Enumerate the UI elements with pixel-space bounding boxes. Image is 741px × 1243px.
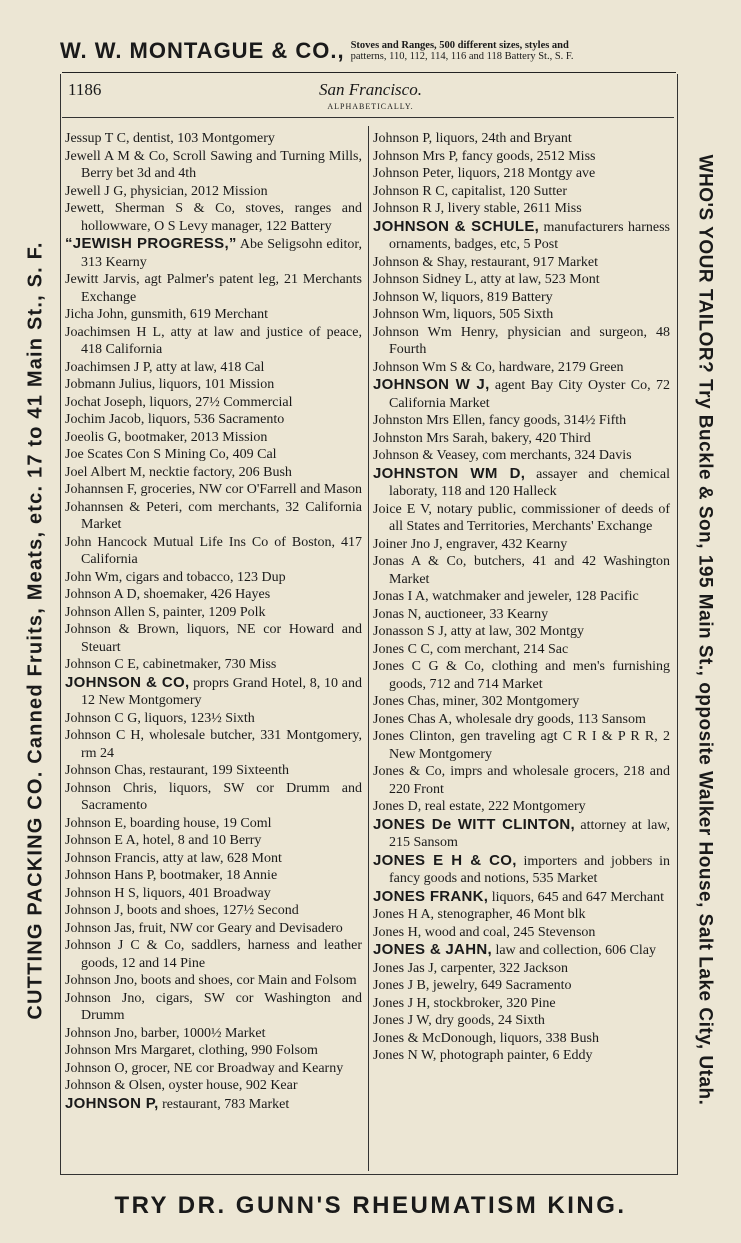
directory-entry: [65, 235, 362, 271]
entry-text: Johnson Jno, barber, 1000½ Market: [65, 1025, 266, 1041]
entry-text: manufacturers harness ornaments, badges, etc, 5 Post: [389, 219, 670, 252]
page-number: 1186: [68, 80, 102, 99]
left-margin-advertisement: [16, 80, 56, 1180]
header-rule: [62, 72, 676, 73]
directory-entry: [373, 728, 670, 763]
entry-text: Jessup T C, dentist, 103 Montgomery: [65, 131, 275, 146]
directory-entry: [65, 394, 362, 412]
entry-text: Johannsen & Peteri, com merchants, 32 California Market: [65, 499, 362, 532]
directory-entry: [65, 762, 362, 780]
entry-text: Johnson Peter, liquors, 218 Montgy ave: [373, 166, 596, 181]
directory-entry: [373, 412, 670, 430]
left-margin-ad-text: CUTTING PACKING CO. Canned Fruits, Meats, etc. 17 to 41 Main St., S. F.: [24, 240, 47, 1020]
entry-text: Johnson H S, liquors, 401 Broadway: [65, 885, 271, 901]
entry-text: Johnson & Brown, liquors, NE cor Howard and Steuart: [65, 622, 362, 655]
banner-ad-line-2: patterns, 110, 112, 114, 116 and 118 Battery St., S. F.: [350, 51, 574, 62]
entry-text: Johnson R C, capitalist, 120 Sutter: [373, 183, 568, 199]
right-margin-ad-text: WHO'S YOUR TAILOR? Try Buckle & Son, 195 Main St., opposite Walker House, Salt Lake City, Utah.: [694, 154, 716, 1106]
entry-bold-name: JONES De WITT CLINTON,: [373, 815, 576, 833]
directory-entry: [373, 658, 670, 693]
directory-entry: [373, 763, 670, 798]
directory-entry: [373, 888, 670, 907]
directory-entry: [373, 816, 670, 852]
right-margin-advertisement: [684, 80, 724, 1180]
entry-text: Jochim Jacob, liquors, 536 Sacramento: [65, 412, 285, 427]
entry-text: Johnson R J, livery stable, 2611 Miss: [373, 201, 582, 216]
entry-text: Jewell J G, physician, 2012 Mission: [65, 183, 268, 199]
directory-entry: [373, 165, 670, 183]
directory-entry: [373, 553, 670, 588]
directory-entry: [65, 1095, 362, 1114]
directory-entry: [65, 885, 362, 903]
directory-entry: [373, 977, 670, 995]
entry-text: Johnson E, boarding house, 19 Coml: [65, 815, 272, 831]
entry-text: Johnson Hans P, bootmaker, 18 Annie: [65, 868, 278, 883]
page-title: San Francisco.: [319, 80, 422, 99]
entry-text: Abe Seligsohn editor, 313 Kearny: [81, 237, 363, 270]
entry-text: Johnson & Olsen, oyster house, 902 Kear: [65, 1078, 298, 1093]
entry-text: Johnson Allen S, painter, 1209 Polk: [65, 604, 266, 620]
directory-entry: [373, 447, 670, 465]
directory-entry: [373, 218, 670, 254]
entry-text: Joice E V, notary public, commissioner of deeds of all States and Territories, Merchants' Exchange: [373, 501, 670, 534]
entry-text: Johnson C E, cabinetmaker, 730 Miss: [65, 657, 277, 672]
directory-entry: [65, 621, 362, 656]
directory-entry: [65, 656, 362, 674]
entry-text: proprs Grand Hotel, 8, 10 and 12 New Montgomery: [81, 675, 362, 708]
entry-text: Johnson W, liquors, 819 Battery: [373, 289, 553, 305]
entry-text: Johnson O, grocer, NE cor Broadway and Kearny: [65, 1060, 344, 1076]
entry-text: Jones C C, com merchant, 214 Sac: [373, 641, 569, 657]
entry-text: Jewett, Sherman S & Co, stoves, ranges and hollowware, O S Levy manager, 122 Battery: [65, 201, 362, 234]
column-divider: [368, 126, 369, 1171]
directory-entry: [373, 376, 670, 412]
directory-entry: [65, 1060, 362, 1078]
directory-entry: [373, 501, 670, 536]
directory-entry: [373, 852, 670, 888]
directory-entry: [373, 1047, 670, 1065]
directory-entry: [65, 271, 362, 306]
entry-text: Johnson P, liquors, 24th and Bryant: [373, 131, 572, 146]
entry-text: John Wm, cigars and tobacco, 123 Dup: [65, 569, 286, 585]
directory-entry: [65, 832, 362, 850]
entry-text: Joachimsen J P, atty at law, 418 Cal: [65, 359, 265, 375]
directory-entry: [373, 924, 670, 942]
directory-entry: [65, 902, 362, 920]
entry-text: Johnston Mrs Ellen, fancy goods, 314½ Fifth: [373, 413, 627, 428]
entry-text: Johnson & Shay, restaurant, 917 Market: [373, 254, 598, 270]
entry-bold-name: JONES & JAHN,: [373, 941, 492, 958]
entry-text: Johnson Chris, liquors, SW cor Drumm and Sacramento: [65, 780, 362, 813]
directory-entry: [65, 604, 362, 622]
entry-text: Joiner Jno J, engraver, 432 Kearny: [373, 536, 568, 552]
entry-text: Johnson C H, wholesale butcher, 331 Montgomery, rm 24: [65, 728, 362, 761]
entry-text: Jones J B, jewelry, 649 Sacramento: [373, 978, 572, 993]
directory-entry: [65, 130, 362, 148]
entry-bold-name: JOHNSON & CO,: [65, 673, 190, 691]
entry-text: Johnson E A, hotel, 8 and 10 Berry: [65, 833, 262, 848]
directory-entry: [373, 465, 670, 501]
entry-text: John Hancock Mutual Life Ins Co of Boston, 417 California: [65, 534, 362, 567]
directory-entry: [65, 674, 362, 710]
directory-entry: [373, 1012, 670, 1030]
entry-text: importers and jobbers in fancy goods and notions, 535 Market: [389, 853, 670, 886]
entry-text: Johnson Mrs Margaret, clothing, 990 Folsom: [65, 1043, 318, 1058]
directory-entry: [65, 710, 362, 728]
entry-text: Joachimsen H L, atty at law and justice of peace, 418 California: [65, 324, 362, 357]
banner-ad-line-1: Stoves and Ranges, 500 different sizes, styles and: [350, 40, 569, 51]
directory-entry: [373, 324, 670, 359]
entry-text: Johnson Jno, boots and shoes, cor Main and Folsom: [65, 973, 357, 988]
entry-text: Johnson Jno, cigars, SW cor Washington and Drumm: [65, 990, 362, 1023]
directory-entry: [65, 376, 362, 394]
directory-entry: [65, 1025, 362, 1043]
directory-entry: [65, 464, 362, 482]
directory-entry: [65, 324, 362, 359]
entry-text: Johnston Mrs Sarah, bakery, 420 Third: [373, 430, 591, 446]
directory-entry: [373, 641, 670, 659]
directory-entry: [373, 200, 670, 218]
entry-text: Jones & Co, imprs and wholesale grocers, 218 and 220 Front: [373, 764, 670, 797]
entry-text: restaurant, 783 Market: [158, 1096, 290, 1112]
entry-text: Jones Chas, miner, 302 Montgomery: [373, 694, 580, 709]
directory-entry: [65, 429, 362, 447]
directory-entry: [65, 411, 362, 429]
entry-bold-name: JOHNSON W J,: [373, 376, 490, 393]
entry-bold-name: JOHNSON P,: [65, 1094, 159, 1112]
directory-entry: [373, 623, 670, 641]
directory-entry: [65, 359, 362, 377]
directory-entry: [373, 693, 670, 711]
directory-entry: [373, 359, 670, 377]
directory-entry: [373, 148, 670, 166]
directory-entry: [65, 972, 362, 990]
directory-entry: [373, 289, 670, 307]
entry-text: liquors, 645 and 647 Merchant: [488, 889, 665, 905]
entry-text: Jochat Joseph, liquors, 27½ Commercial: [65, 394, 293, 410]
entry-text: Johnson Wm Henry, physician and surgeon, 48 Fourth: [373, 324, 670, 357]
directory-entry: [373, 130, 670, 148]
directory-entry: [65, 920, 362, 938]
entry-text: Joeolis G, bootmaker, 2013 Mission: [65, 429, 268, 445]
directory-entry: [373, 960, 670, 978]
entry-text: Jones Chas A, wholesale dry goods, 113 Sansom: [373, 711, 646, 727]
entry-text: Jonasson S J, atty at law, 302 Montgy: [373, 624, 585, 639]
entry-text: Joe Scates Con S Mining Co, 409 Cal: [65, 447, 277, 462]
left-column-listings: [65, 130, 362, 1113]
entry-bold-name: JOHNSTON WM D,: [373, 464, 526, 482]
entry-text: Jones D, real estate, 222 Montgomery: [373, 799, 586, 814]
directory-entry: [373, 254, 670, 272]
directory-entry: [373, 711, 670, 729]
directory-entry: [65, 727, 362, 762]
directory-entry: [65, 200, 362, 235]
right-column-listings: [373, 130, 670, 1065]
entry-text: Jones J W, dry goods, 24 Sixth: [373, 1013, 545, 1028]
directory-entry: [373, 906, 670, 924]
directory-entry: [373, 183, 670, 201]
directory-entry: [65, 481, 362, 499]
entry-bold-name: “JEWISH PROGRESS,”: [65, 235, 237, 252]
entry-text: agent Bay City Oyster Co, 72 California Market: [389, 378, 670, 411]
directory-entry: [65, 446, 362, 464]
entry-text: Jones & McDonough, liquors, 338 Bush: [373, 1030, 599, 1046]
directory-entry: [65, 937, 362, 972]
entry-text: Jones N W, photograph painter, 6 Eddy: [373, 1048, 593, 1063]
directory-entry: [65, 306, 362, 324]
entry-text: Jones C G & Co, clothing and men's furnishing goods, 712 and 714 Market: [373, 659, 670, 692]
subtitle-rule: [62, 117, 674, 118]
directory-entry: [373, 536, 670, 554]
entry-text: Johnson J, boots and shoes, 127½ Second: [65, 903, 299, 918]
directory-entry: [65, 990, 362, 1025]
entry-bold-name: JOHNSON & SCHULE,: [373, 217, 540, 235]
entry-text: Jonas A & Co, butchers, 41 and 42 Washington Market: [373, 554, 670, 587]
footer-rule: [60, 1174, 676, 1175]
entry-text: Johnson Jas, fruit, NW cor Geary and Devisadero: [65, 920, 343, 936]
entry-text: Johnson Sidney L, atty at law, 523 Mont: [373, 272, 600, 287]
entry-text: Jones J H, stockbroker, 320 Pine: [373, 995, 556, 1011]
entry-text: Johnson Mrs P, fancy goods, 2512 Miss: [373, 148, 596, 164]
bottom-advertisement-banner: TRY DR. GUNN'S RHEUMATISM KING.: [114, 1192, 627, 1219]
entry-text: Jones Jas J, carpenter, 322 Jackson: [373, 960, 569, 976]
entry-text: Jonas I A, watchmaker and jeweler, 128 Pacific: [373, 589, 639, 604]
entry-text: assayer and chemical laboraty, 118 and 120 Halleck: [389, 466, 670, 499]
top-advertisement-banner: [60, 34, 690, 68]
directory-entry: [65, 780, 362, 815]
directory-entry: [65, 499, 362, 534]
directory-entry: [65, 586, 362, 604]
directory-entry: [65, 867, 362, 885]
directory-entry: [65, 1077, 362, 1095]
entry-text: Johnson A D, shoemaker, 426 Hayes: [65, 587, 271, 602]
directory-entry: [373, 941, 670, 960]
directory-entry: [373, 588, 670, 606]
entry-text: law and collection, 606 Clay: [491, 943, 657, 958]
entry-text: Jewell A M & Co, Scroll Sawing and Turning Mills, Berry bet 3d and 4th: [65, 148, 362, 181]
directory-entry: [65, 850, 362, 868]
directory-entry: [373, 430, 670, 448]
directory-entry: [373, 798, 670, 816]
directory-entry: [65, 569, 362, 587]
directory-entry: [65, 183, 362, 201]
page-subtitle: ALPHABETICALLY.: [327, 102, 414, 111]
banner-company-name: W. W. MONTAGUE & CO.,: [60, 38, 345, 63]
directory-entry: [373, 271, 670, 289]
directory-entry: [65, 534, 362, 569]
directory-entry: [373, 995, 670, 1013]
entry-text: Jones Clinton, gen traveling agt C R I & P R R, 2 New Montgomery: [373, 729, 670, 762]
entry-text: Jobmann Julius, liquors, 101 Mission: [65, 377, 275, 392]
entry-text: Johannsen F, groceries, NW cor O'Farrell and Mason: [65, 482, 363, 497]
directory-entry: [373, 1030, 670, 1048]
banner-ad-text: [351, 40, 574, 62]
entry-bold-name: JONES FRANK,: [373, 887, 489, 905]
entry-text: Jones H A, stenographer, 46 Mont blk: [373, 907, 586, 922]
entry-text: Jicha John, gunsmith, 619 Merchant: [65, 307, 268, 322]
entry-text: Johnson Chas, restaurant, 199 Sixteenth: [65, 763, 289, 778]
entry-text: Johnson Wm, liquors, 505 Sixth: [373, 307, 554, 322]
entry-text: Joel Albert M, necktie factory, 206 Bush: [65, 464, 292, 480]
entry-text: Johnson J C & Co, saddlers, harness and leather goods, 12 and 14 Pine: [65, 938, 362, 971]
entry-text: Johnson Wm S & Co, hardware, 2179 Green: [373, 359, 624, 375]
entry-text: Jones H, wood and coal, 245 Stevenson: [373, 924, 596, 940]
entry-text: Johnson C G, liquors, 123½ Sixth: [65, 710, 255, 726]
directory-entry: [65, 148, 362, 183]
directory-entry: [65, 815, 362, 833]
directory-entry: [373, 606, 670, 624]
entry-text: attorney at law, 215 Sansom: [389, 817, 670, 850]
entry-text: Johnson & Veasey, com merchants, 324 Davis: [373, 448, 632, 463]
entry-text: Johnson Francis, atty at law, 628 Mont: [65, 850, 282, 866]
directory-entry: [373, 306, 670, 324]
directory-entry: [65, 1042, 362, 1060]
entry-text: Jonas N, auctioneer, 33 Kearny: [373, 606, 549, 622]
entry-text: Jewitt Jarvis, agt Palmer's patent leg, 21 Merchants Exchange: [65, 272, 362, 305]
entry-bold-name: JONES E H & CO,: [373, 851, 517, 869]
